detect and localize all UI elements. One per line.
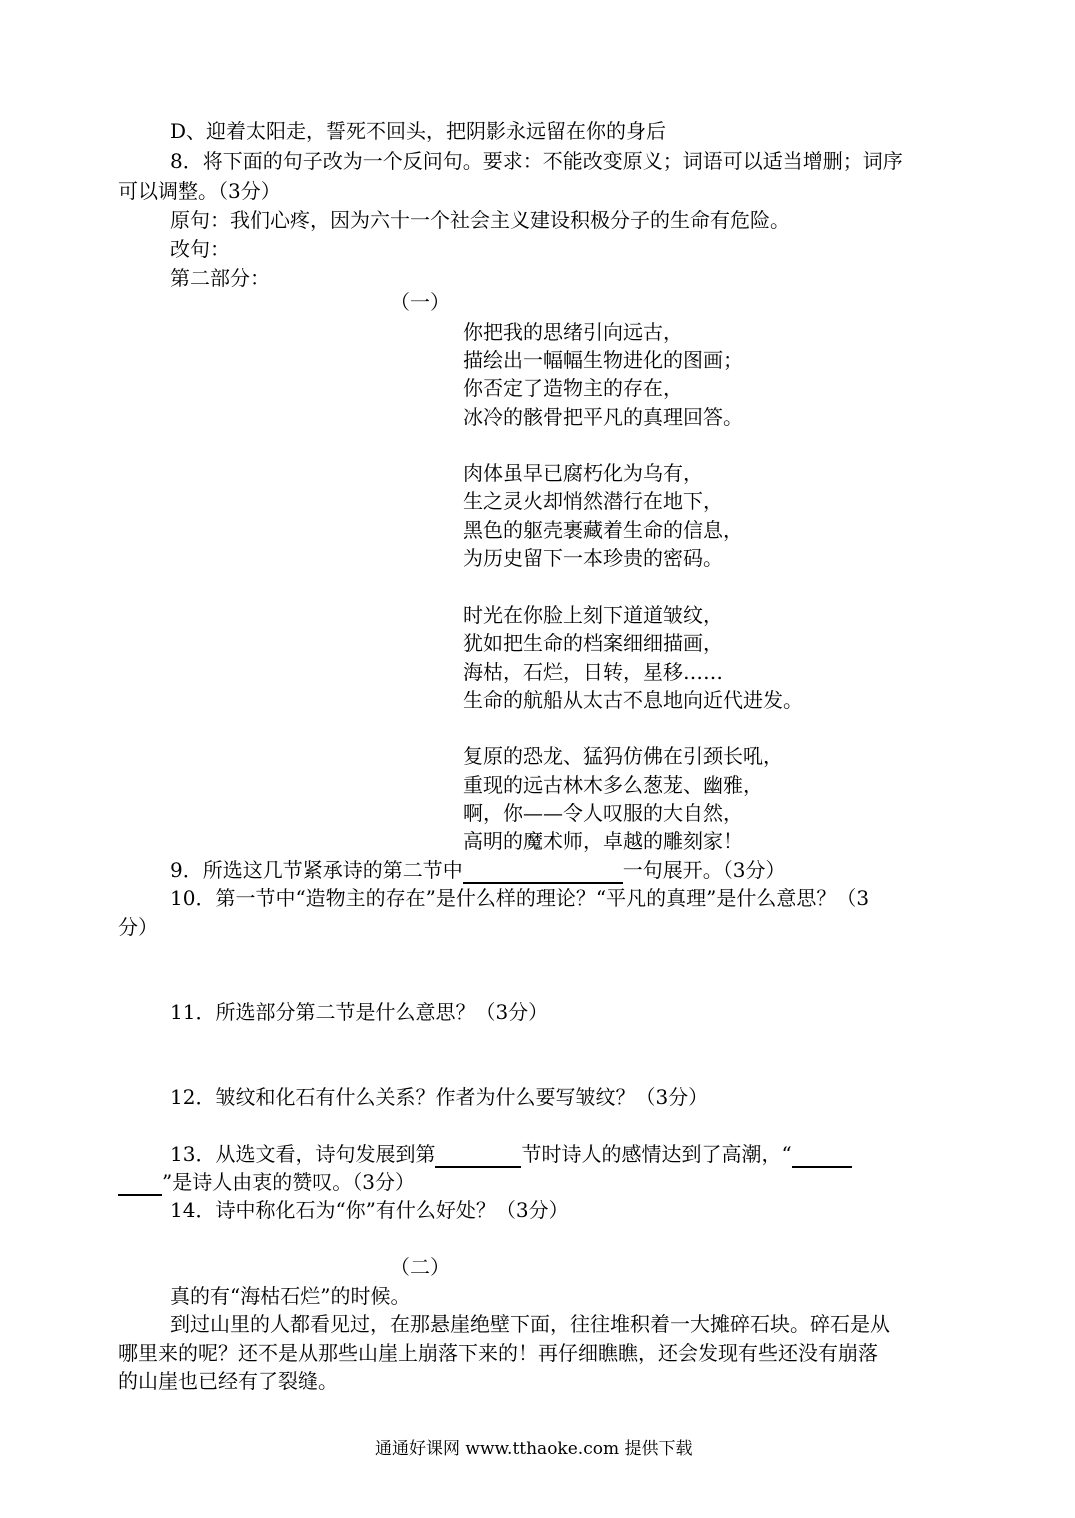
poem-line: 犹如把生命的档案细细描画，: [463, 631, 723, 655]
poem-line: 重现的远古林木多么葱茏、幽雅，: [463, 773, 763, 797]
poem-line: 高明的魔术师，卓越的雕刻家！: [463, 829, 743, 853]
q13-line1: [170, 1140, 852, 1168]
q13-text-part1: 13．从选文看，诗句发展到第: [170, 1142, 436, 1166]
q13-stanza-blank[interactable]: [435, 1144, 521, 1168]
poem-line: 生命的航船从太古不息地向近代进发。: [463, 688, 803, 712]
poem-line: 描绘出一幅幅生物进化的图画；: [463, 348, 743, 372]
q13-quote-blank-continued[interactable]: [118, 1172, 162, 1196]
section-one-heading: （一）: [390, 290, 450, 314]
poem-line: 海枯，石烂，日转，星移……: [463, 660, 723, 684]
poem-line: 时光在你脸上刻下道道皱纹，: [463, 603, 723, 627]
q8-original-sentence: 原句：我们心疼，因为六十一个社会主义建设积极分子的生命有危险。: [170, 208, 790, 232]
section-two-line2: 到过山里的人都看见过，在那悬崖绝壁下面，往往堆积着一大摊碎石块。碎石是从: [170, 1312, 890, 1336]
q8-rewrite-label: 改句：: [170, 237, 230, 261]
poem-line: 啊，你——令人叹服的大自然，: [463, 801, 743, 825]
section-two-line4: 的山崖也已经有了裂缝。: [118, 1369, 338, 1393]
q9: [170, 856, 785, 884]
q13-quote-blank[interactable]: [792, 1144, 852, 1168]
q13-text-part2: 节时诗人的感情达到了高潮，“: [521, 1142, 792, 1166]
q13-text-part3: ”是诗人由衷的赞叹。（3分）: [162, 1170, 415, 1194]
q8-prompt-line2: 可以调整。（3分）: [118, 179, 281, 203]
section-two-heading: （二）: [390, 1255, 450, 1279]
page-footer: 通通好课网 www.tthaoke.com 提供下载: [375, 1439, 693, 1459]
q7-option-d: D、迎着太阳走，誓死不回头，把阴影永远留在你的身后: [170, 119, 667, 143]
poem-line: 为历史留下一本珍贵的密码。: [463, 546, 723, 570]
section-two-line3: 哪里来的呢？还不是从那些山崖上崩落下来的！再仔细瞧瞧，还会发现有些还没有崩落: [118, 1341, 878, 1365]
q13-line2: [118, 1168, 415, 1196]
section-two-line1: 真的有“海枯石烂”的时候。: [170, 1284, 411, 1308]
q9-text-before: 9．所选这几节紧承诗的第二节中: [170, 858, 463, 882]
q8-prompt-line1: 8．将下面的句子改为一个反问句。要求：不能改变原义；词语可以适当增删；词序: [170, 149, 903, 173]
q11: 11．所选部分第二节是什么意思？（3分）: [170, 1000, 549, 1024]
poem-line: 你否定了造物主的存在，: [463, 376, 683, 400]
poem-line: 肉体虽早已腐朽化为乌有，: [463, 461, 703, 485]
q10-line2: 分）: [118, 915, 158, 939]
q10-line1: 10．第一节中“造物主的存在”是什么样的理论？“平凡的真理”是什么意思？（3: [170, 886, 870, 910]
part-two-label: 第二部分：: [170, 266, 270, 290]
poem-line: 冰冷的骸骨把平凡的真理回答。: [463, 405, 743, 429]
q12: 12．皱纹和化石有什么关系？作者为什么要写皱纹？（3分）: [170, 1085, 709, 1109]
poem-line: 黑色的躯壳裹藏着生命的信息，: [463, 518, 743, 542]
poem-line: 生之灵火却悄然潜行在地下，: [463, 489, 723, 513]
poem-line: 复原的恐龙、猛犸仿佛在引颈长吼，: [463, 744, 783, 768]
poem-line: 你把我的思绪引向远古，: [463, 320, 683, 344]
q14: 14．诗中称化石为“你”有什么好处？（3分）: [170, 1198, 569, 1222]
q9-text-after: 一句展开。（3分）: [622, 858, 786, 882]
q9-answer-blank[interactable]: [463, 860, 623, 884]
